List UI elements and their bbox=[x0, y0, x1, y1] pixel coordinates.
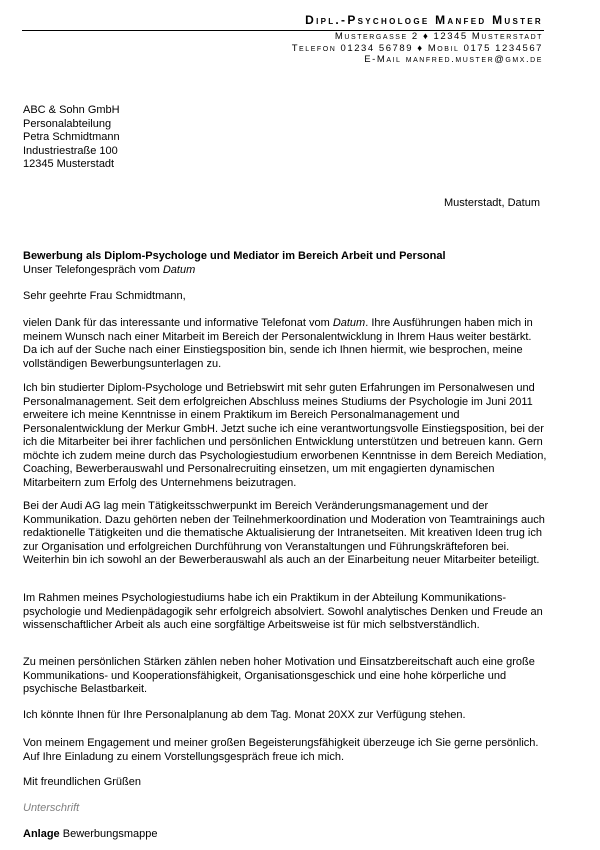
paragraph-text: Von meinem Engagement und meiner großen Begeisterungsfähigkeit überzeuge ich Sie gerne persönlich. Auf Ihre Einladung zu einem Vorstellungsgespräch freue ich mich. bbox=[23, 737, 539, 763]
paragraph-qualifications bbox=[23, 382, 548, 490]
paragraph-text: Ich bin studierter Diplom-Psychologe und Betriebswirt mit sehr guten Erfahrungen im Personalwesen und Personalmanagement. Seit dem erfolgreichen Abschluss meines Studiums der Psychologie im Juni 2011 erweitere ich meine Kenntnisse in einem Praktikum im Bereich Personalmanagement und Personalentwicklung der Merkur GmbH. Jetzt suche ich eine verantwortungsvolle Einstiegsposition, bei der ich die Mitarbeiter bei ihrer fachlichen und persönlichen Entwicklung unterstützen und betreuen kann. Gern möchte ich zudem meine durch das Psychologiestudium erworbenen Kenntnisse in dem Bereich Mediation, Coaching, Bewerberauswahl und Personalrecruiting einsetzen, um mit engagierten dynamischen Mitarbeitern zum Erfolg des Unternehmens beizutragen. bbox=[23, 382, 547, 489]
subject-block bbox=[23, 250, 446, 277]
closing-greeting: Mit freundlichen Grüßen bbox=[23, 776, 141, 788]
recipient-address bbox=[23, 104, 120, 172]
paragraph-text: Bei der Audi AG lag mein Tätigkeitsschwerpunkt im Bereich Veränderungsmanagement und der Kommunikation. Dazu gehörten neben der Teilnehmerkoordination und Moderation von Teamtrainings auch redaktionelle Tätigkeiten und die thematische Aktualisierung der Intranetseiten. Mit kreativen Ideen trug ich zur Organisation und erfolgreichen Durchführung von Veranstaltungen und Führungskräfteforen bei. Weiterhin bin ich sowohl an der Bewerberauswahl als auch an der Einarbeitung neuer Mitarbeiter beteiligt. bbox=[23, 500, 545, 566]
paragraph-strengths bbox=[23, 656, 548, 697]
sender-phone: Telefon 01234 56789 ♦ Mobil 0175 1234567 bbox=[291, 43, 543, 54]
recipient-line: Personalabteilung bbox=[23, 117, 112, 130]
paragraph-intro-rest: . Ihre Ausführungen haben mich in meinem Wunsch nach einer Mitarbeit im Bereich der Personalentwicklung in Ihrem Haus weiter bestärkt. Da ich auf der Suche nach einer Einstiegsposition bin, sende ich Ihnen hiermit, wie besprochen, meine vollständigen Bewerbungsunterlagen zu. bbox=[23, 317, 533, 370]
paragraph-experience bbox=[23, 500, 548, 568]
paragraph-intro-start: vielen Dank für das interessante und informative Telefonat vom bbox=[23, 317, 333, 329]
subject-reference-date: Datum bbox=[162, 263, 196, 276]
enclosure bbox=[23, 828, 158, 841]
paragraph-internship bbox=[23, 592, 548, 633]
enclosure-text: Bewerbungsmappe bbox=[59, 828, 158, 840]
date-line: Musterstadt, Datum bbox=[444, 197, 540, 209]
signature: Unterschrift bbox=[23, 802, 80, 814]
paragraph-text: Ich könnte Ihnen für Ihre Personalplanung ab dem Tag. Monat 20XX zur Verfügung stehen. bbox=[23, 709, 466, 721]
subject-reference bbox=[23, 264, 446, 278]
paragraph-intro-date: Datum bbox=[332, 317, 366, 329]
subject-reference-prefix: Unser Telefongespräch vom bbox=[23, 263, 163, 276]
paragraph-text: Zu meinen persönlichen Stärken zählen neben hoher Motivation und Einsatzbereitschaft auch eine große Kommunikations- und Kooperationsfähigkeit, Organisationsgeschick und eine hohe körperliche und psychische Belastbarkeit. bbox=[23, 656, 535, 695]
recipient-line: Industriestraße 100 bbox=[23, 144, 118, 157]
sender-email: E-Mail manfred.muster@gmx.de bbox=[364, 54, 543, 65]
recipient-line: 12345 Musterstadt bbox=[23, 158, 115, 170]
sender-address: Mustergasse 2 ♦ 12345 Musterstadt bbox=[334, 31, 543, 42]
paragraph-text: Im Rahmen meines Psychologiestudiums habe ich ein Praktikum in der Abteilung Kommunikations-psychologie und Medienpädagogik sehr erfolgreich absolviert. Sowohl analytisches Denken und Freude an wissenschaftlicher Arbeit als auch eine sorgfältige Arbeitsweise ist für mich selbstverständlich. bbox=[23, 592, 543, 631]
letterhead bbox=[305, 12, 543, 28]
recipient-line: Petra Schmidtmann bbox=[23, 131, 120, 143]
paragraph-closing bbox=[23, 737, 548, 764]
recipient-line: ABC & Sohn GmbH bbox=[23, 104, 120, 116]
sender-name: Dipl.-Psychologe Manfed Muster bbox=[305, 13, 543, 27]
enclosure-label: Anlage bbox=[23, 828, 60, 840]
salutation: Sehr geehrte Frau Schmidtmann, bbox=[23, 290, 186, 302]
subject-title: Bewerbung als Diplom-Psychologe und Mediator im Bereich Arbeit und Personal bbox=[23, 250, 446, 262]
paragraph-intro bbox=[23, 317, 548, 371]
paragraph-availability bbox=[23, 709, 548, 723]
